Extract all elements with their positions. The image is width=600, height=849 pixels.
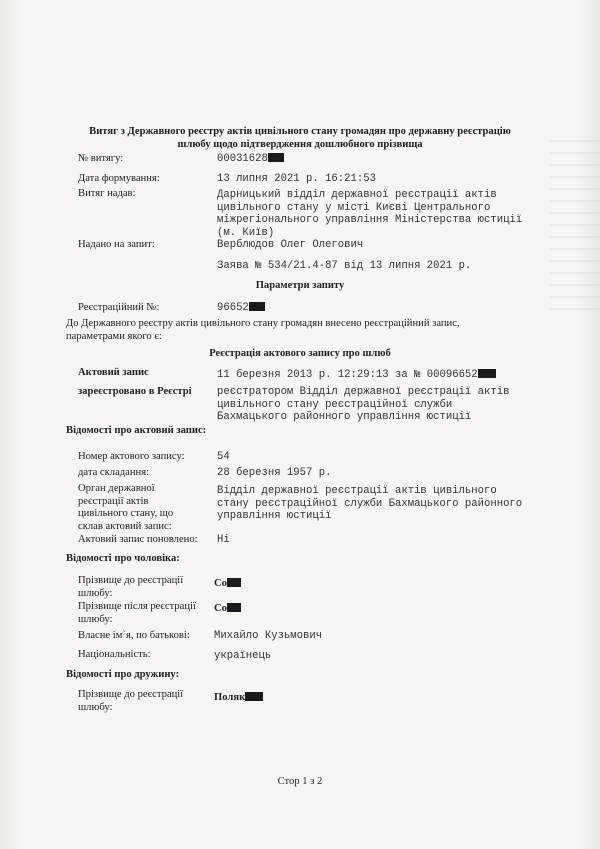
husband-before-label-line: Прізвище до реєстрації	[78, 575, 184, 586]
husband-name-label: Власне ім`я, по батькові:	[78, 630, 190, 641]
wife-before-label-line: Прізвище до реєстрації	[78, 689, 184, 700]
wife-before-label-line: шлюбу:	[78, 701, 113, 713]
redaction-block	[227, 603, 241, 612]
issued-by-line: цивільного стану у місті Києві Центрального	[217, 201, 491, 214]
registrar-line: Бахмацького районного управління юстиції	[217, 411, 472, 423]
redaction-block	[268, 153, 284, 162]
act-body-label	[78, 483, 173, 533]
husband-nationality-label: Національність:	[78, 649, 151, 660]
wife-before-text: Поляк	[214, 692, 246, 703]
extract-number-value	[217, 153, 284, 165]
act-body-label-line: склав актовий запис:	[78, 520, 172, 532]
requested-label: Надано на запит:	[78, 239, 155, 250]
reg-number-label: Реєстраційний №:	[78, 302, 160, 313]
reg-number-text: 96652	[217, 302, 249, 314]
act-number-label: Номер актового запису:	[78, 451, 185, 462]
extract-number-text: 00031628	[217, 153, 268, 165]
act-number-value: 54	[217, 451, 230, 463]
registrar-line: цивільного стану реєстраційної служби	[217, 398, 453, 411]
wife-heading: Відомості про дружину:	[66, 669, 180, 680]
request-number: Заява № 534/21.4-87 від 13 липня 2021 р.	[217, 260, 472, 272]
act-body-label-line: цивільного стану, що	[78, 508, 174, 519]
registrar-value	[217, 386, 509, 424]
registrar-line: реєстратором Відділ державної реєстрації актів	[217, 386, 510, 398]
husband-after-label-line: шлюбу:	[78, 613, 113, 625]
reg-number-value	[217, 302, 265, 314]
redaction-block	[227, 578, 241, 587]
registered-value	[217, 369, 496, 381]
husband-before-label	[78, 575, 183, 600]
wife-before-label	[78, 689, 183, 714]
issued-by-label: Витяг надав:	[78, 188, 136, 199]
issued-by-value	[217, 189, 522, 239]
act-info-heading: Відомості про актовий запис:	[66, 425, 207, 436]
issued-by-line: міжрегіонального управління Міністерства юстиції	[217, 214, 523, 226]
husband-before-value	[214, 578, 241, 589]
registered-label-1: Актовий запис	[78, 367, 149, 378]
act-body-value	[217, 485, 522, 523]
title-line-1: Витяг з Державного реєстру актів цивільного стану громадян про державну реєстрацію	[89, 126, 511, 137]
renewed-value: Ні	[217, 534, 230, 546]
husband-name-value: Михайло Кузьмович	[214, 630, 323, 642]
redaction-block	[245, 692, 263, 701]
act-body-label-line: Орган державної	[78, 483, 155, 494]
act-date-label: дата складання:	[78, 467, 150, 478]
registered-text: 11 березня 2013 р. 12:29:13 за № 00096652	[217, 369, 478, 381]
registered-label-2: зареєстровано в Реєстрі	[78, 386, 192, 397]
params-intro-line-2: параметрами якого є:	[66, 331, 162, 342]
extract-date-label: Дата формування:	[78, 173, 160, 184]
redaction-block	[249, 302, 265, 311]
params-heading: Параметри запиту	[255, 280, 345, 291]
husband-heading: Відомості про чоловіка:	[66, 553, 180, 564]
husband-before-text: Со	[214, 578, 227, 589]
husband-after-label-line: Прізвище після реєстрації	[78, 601, 196, 612]
issued-by-line: Дарницький відділ державної реєстрації актів	[217, 189, 497, 201]
title-line-2: шлюбу щодо підтвердження дошлюбного прізвища	[177, 139, 423, 150]
wife-before-value	[214, 692, 263, 703]
act-body-value-line: стану реєстраційної служби Бахмацького районного	[217, 497, 523, 510]
renewed-label: Актовий запис поновлено:	[78, 534, 198, 545]
husband-after-label	[78, 601, 196, 626]
page-number: Стор 1 з 2	[277, 776, 323, 787]
issued-by-line: (м. Київ)	[217, 226, 275, 239]
husband-after-text: Со	[214, 603, 227, 614]
requested-name: Верблюдов Олег Олегович	[217, 239, 364, 251]
record-heading: Реєстрація актового запису про шлюб	[209, 348, 391, 359]
extract-number-label: № витягу:	[78, 153, 124, 164]
document-title	[70, 125, 530, 151]
act-body-label-line: реєстрації актів	[78, 495, 149, 507]
params-intro-line-1: До Державного реєстру актів цивільного стану громадян внесено реєстраційний запис,	[66, 318, 460, 329]
extract-date-value: 13 липня 2021 р. 16:21:53	[217, 173, 376, 185]
husband-before-label-line: шлюбу:	[78, 587, 113, 599]
husband-after-value	[214, 603, 241, 614]
husband-nationality-value: українець	[214, 650, 272, 662]
redaction-block	[478, 369, 496, 378]
act-date-value: 28 березня 1957 р.	[217, 467, 332, 479]
act-body-value-line: Відділ державної реєстрації актів цивільного	[217, 485, 497, 497]
act-body-value-line: управління юстиції	[217, 510, 332, 522]
